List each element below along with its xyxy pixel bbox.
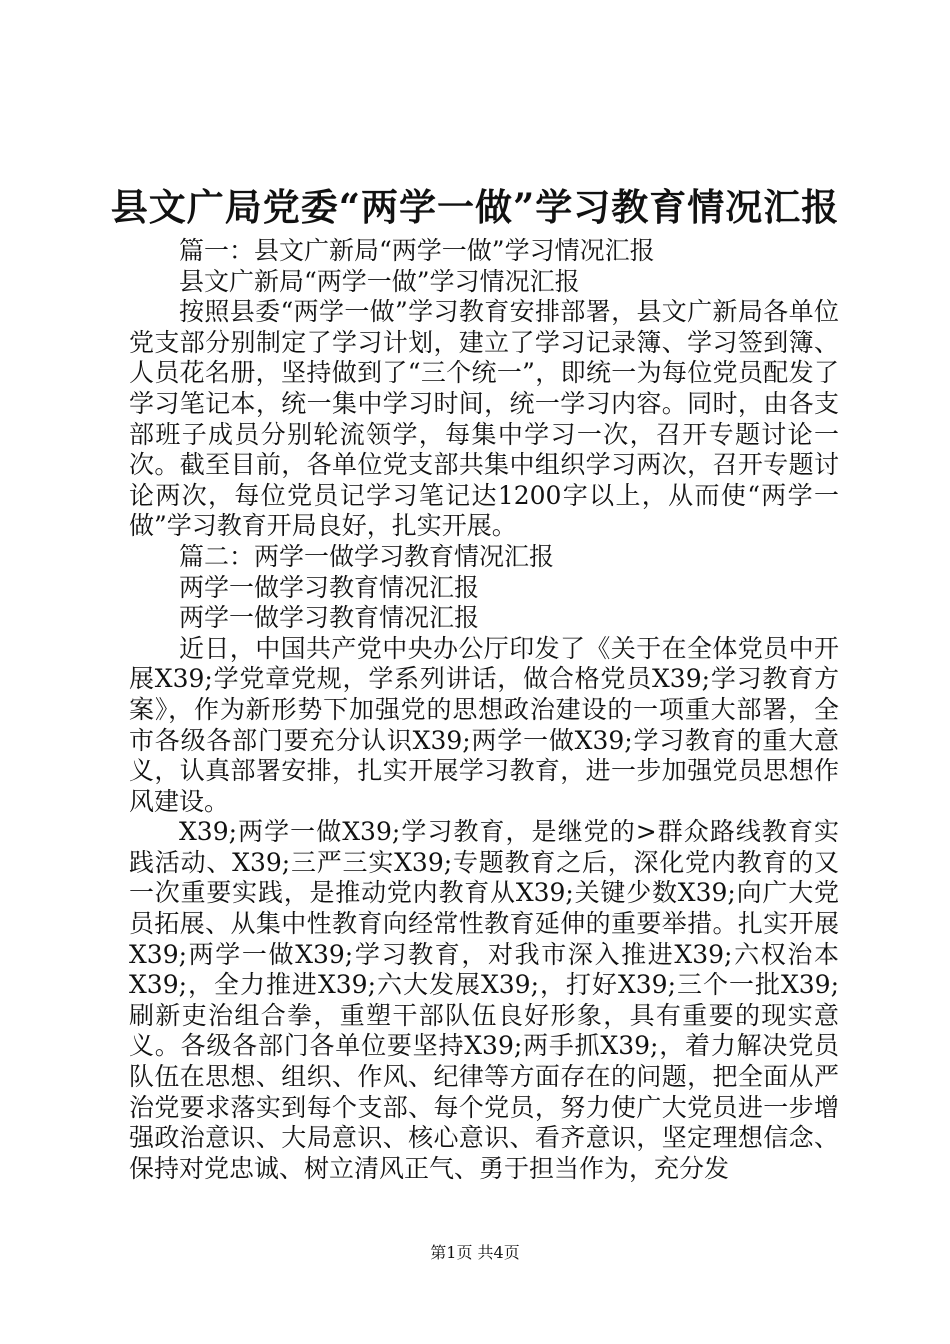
paragraph-section-one-heading: 篇一：县文广新局“两学一做”学习情况汇报 [179,236,655,265]
paragraph-section-one-subtitle: 县文广新局“两学一做”学习情况汇报 [179,266,580,296]
paragraph-section-two-body-1: 近日，中国共产党中央办公厅印发了《关于在全体党员中开展X39;学党章党规，学系列讲话，做合格党员X39;学习教育方案》，作为新形势下加强党的思想政治建设的一项重大部署，全市各级各部门要充分认识X39;两学一做X39;学习教育的重大意义，认真部署安排，扎实开展学习教育，进一步加强党员思想作风建设。 [129,633,839,816]
paragraph-section-two-subtitle-repeat: 两学一做学习教育情况汇报 [179,603,480,633]
paragraph-section-two-body-2: X39;两学一做X39;学习教育，是继党的>群众路线教育实践活动、X39;三严三实X39;专题教育之后，深化党内教育的又一次重要实践，是推动党内教育从X39;关键少数X39;向广大党员拓展、从集中性教育向经常性教育延伸的重要举措。扎实开展X39;两学一做X39;学习教育，对我市深入推进X39;六权治本X39;，全力推进X39;六大发展X39;，打好X39;三个一批X39;刷新吏治组合拳，重塑干部队伍良好形象，具有重要的现实意义。各级各部门各单位要坚持X39;两手抓X39;，着力解决党员队伍在思想、组织、作风、纪律等方面存在的问题，把全面从严治党要求落实到每个支部、每个党员，努力使广大党员进一步增强政治意识、大局意识、核心意识、看齐意识，坚定理想信念、保持对党忠诚、树立清风正气、勇于担当作为，充分发 [129,817,839,1183]
document-body [129,236,839,1184]
document-title: 县文广局党委“两学一做”学习教育情况汇报 [110,185,840,229]
page-number-footer: 第1页 共4页 [430,1243,520,1262]
paragraph-section-one-body: 按照县委“两学一做”学习教育安排部署，县文广新局各单位党支部分别制定了学习计划，建立了学习记录簿、学习签到簿、人员花名册，坚持做到了“三个统一”，即统一为每位党员配发了学习笔记本，统一集中学习时间，统一学习内容。同时，由各支部班子成员分别轮流领学，每集中学习一次，召开专题讨论一次。截至目前，各单位党支部共集中组织学习两次，召开专题讨论两次，每位党员记学习笔记达1200字以上，从而使“两学一做”学习教育开局良好，扎实开展。 [129,297,839,541]
paragraph-section-two-subtitle: 两学一做学习教育情况汇报 [179,572,480,602]
paragraph-section-two-heading: 篇二：两学一做学习教育情况汇报 [179,541,555,571]
